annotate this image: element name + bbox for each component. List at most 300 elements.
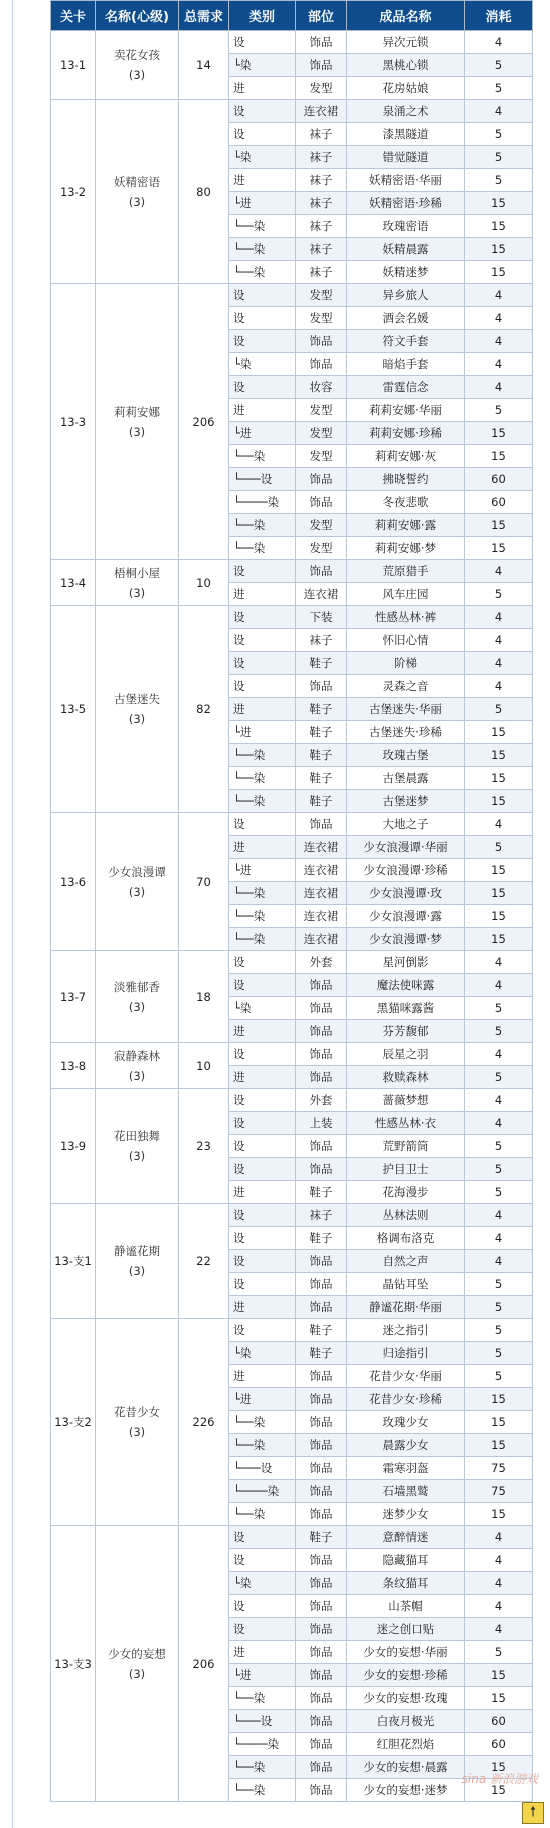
cost-cell: 4: [465, 813, 533, 836]
stage-hearts: (3): [128, 1068, 146, 1083]
stage-hearts: (3): [128, 1425, 146, 1439]
stage-name-cell: [96, 1319, 179, 1526]
product-name-cell: 花海漫步: [347, 1181, 465, 1204]
slot-cell: 连衣裙: [296, 928, 347, 951]
product-name-cell: 少女的妄想·迷梦: [347, 1779, 465, 1802]
product-name-cell: 红胆花烈焰: [347, 1733, 465, 1756]
product-name-cell: 迷之指引: [347, 1319, 465, 1342]
stage-name: 少女的妄想: [108, 1646, 166, 1661]
product-name-cell: 黑桃心锁: [347, 54, 465, 77]
cost-cell: 5: [465, 1296, 533, 1319]
product-name-cell: 条纹猫耳: [347, 1572, 465, 1595]
cost-cell: 4: [465, 284, 533, 307]
category-cell: 设: [229, 606, 296, 629]
level-materials-table: [50, 0, 533, 1802]
product-name-cell: 古堡迷失·珍稀: [347, 721, 465, 744]
slot-cell: 连衣裙: [296, 882, 347, 905]
product-name-cell: 归途指引: [347, 1342, 465, 1365]
total-need-cell: 14: [179, 31, 229, 100]
product-name-cell: 救赎森林: [347, 1066, 465, 1089]
arrow-up-icon: 🠕: [529, 1804, 536, 1820]
slot-cell: 袜子: [296, 238, 347, 261]
cost-cell: 4: [465, 376, 533, 399]
product-name-cell: 拂晓誓约: [347, 468, 465, 491]
stage-name-cell: [96, 606, 179, 813]
product-name-cell: 迷梦少女: [347, 1503, 465, 1526]
cost-cell: 5: [465, 1181, 533, 1204]
stage-name: 古堡迷失: [114, 692, 160, 706]
cost-cell: 15: [465, 790, 533, 813]
cost-cell: 4: [465, 330, 533, 353]
slot-cell: 外套: [296, 951, 347, 974]
category-cell: 设: [229, 1250, 296, 1273]
slot-cell: 饰品: [296, 1710, 347, 1733]
cost-cell: 5: [465, 1273, 533, 1296]
cost-cell: 15: [465, 744, 533, 767]
slot-cell: 饰品: [296, 1066, 347, 1089]
slot-cell: 鞋子: [296, 721, 347, 744]
level-cell: 13-4: [51, 560, 96, 606]
category-cell: └染: [229, 1572, 296, 1595]
product-name-cell: 少女浪漫谭·露: [347, 905, 465, 928]
slot-cell: 饰品: [296, 997, 347, 1020]
slot-cell: 鞋子: [296, 1319, 347, 1342]
stage-hearts: (3): [128, 884, 146, 899]
cost-cell: 15: [465, 905, 533, 928]
slot-cell: 鞋子: [296, 1342, 347, 1365]
slot-cell: 发型: [296, 445, 347, 468]
product-name-cell: 灵森之音: [347, 675, 465, 698]
slot-cell: 鞋子: [296, 1181, 347, 1204]
slot-cell: 饰品: [296, 1020, 347, 1043]
product-name-cell: 古堡晨露: [347, 767, 465, 790]
slot-cell: 鞋子: [296, 1227, 347, 1250]
slot-cell: 饰品: [296, 1388, 347, 1411]
stage-name-cell: [96, 1204, 179, 1319]
category-cell: 进: [229, 77, 296, 100]
slot-cell: 连衣裙: [296, 836, 347, 859]
category-cell: └───设: [229, 468, 296, 491]
slot-cell: 鞋子: [296, 790, 347, 813]
category-cell: 进: [229, 1365, 296, 1388]
level-cell: 13-支2: [51, 1319, 96, 1526]
cost-cell: 4: [465, 100, 533, 123]
col-header-cost: 消耗: [465, 1, 533, 31]
cost-cell: 4: [465, 1204, 533, 1227]
category-cell: └────染: [229, 1733, 296, 1756]
cost-cell: 15: [465, 882, 533, 905]
slot-cell: 鞋子: [296, 767, 347, 790]
stage-hearts: (3): [128, 712, 146, 726]
product-name-cell: 性感丛林·衣: [347, 1112, 465, 1135]
cost-cell: 5: [465, 169, 533, 192]
cost-cell: 4: [465, 606, 533, 629]
cost-cell: 15: [465, 859, 533, 882]
product-name-cell: 隐藏猫耳: [347, 1549, 465, 1572]
total-need-cell: 80: [179, 100, 229, 284]
cost-cell: 4: [465, 1595, 533, 1618]
category-cell: └──染: [229, 1779, 296, 1802]
table-row: [51, 100, 533, 123]
category-cell: 设: [229, 1158, 296, 1181]
product-name-cell: 玫瑰密语: [347, 215, 465, 238]
category-cell: 设: [229, 974, 296, 997]
category-cell: └进: [229, 721, 296, 744]
slot-cell: 连衣裙: [296, 859, 347, 882]
product-name-cell: 少女浪漫谭·华丽: [347, 836, 465, 859]
cost-cell: 5: [465, 1342, 533, 1365]
category-cell: └染: [229, 146, 296, 169]
category-cell: └──染: [229, 514, 296, 537]
category-cell: └──染: [229, 537, 296, 560]
product-name-cell: 雷霆信念: [347, 376, 465, 399]
total-need-cell: 226: [179, 1319, 229, 1526]
product-name-cell: 少女的妄想·珍稀: [347, 1664, 465, 1687]
category-cell: 进: [229, 1020, 296, 1043]
category-cell: └──染: [229, 767, 296, 790]
stage-name: 花昔少女: [114, 1405, 160, 1419]
slot-cell: 外套: [296, 1089, 347, 1112]
slot-cell: 饰品: [296, 974, 347, 997]
slot-cell: 饰品: [296, 1664, 347, 1687]
category-cell: └──染: [229, 238, 296, 261]
cost-cell: 4: [465, 560, 533, 583]
slot-cell: 饰品: [296, 468, 347, 491]
stage-name-cell: [96, 560, 179, 606]
category-cell: 设: [229, 123, 296, 146]
product-name-cell: 异乡旅人: [347, 284, 465, 307]
cost-cell: 4: [465, 1250, 533, 1273]
level-cell: 13-8: [51, 1043, 96, 1089]
total-need-cell: 18: [179, 951, 229, 1043]
cost-cell: 60: [465, 468, 533, 491]
cost-cell: 15: [465, 1411, 533, 1434]
stage-name: 静谧花期: [114, 1244, 160, 1258]
product-name-cell: 玫瑰古堡: [347, 744, 465, 767]
category-cell: └──染: [229, 744, 296, 767]
category-cell: └────染: [229, 491, 296, 514]
stage-name: 寂静森林: [114, 1048, 160, 1063]
cost-cell: 15: [465, 1388, 533, 1411]
slot-cell: 饰品: [296, 1158, 347, 1181]
category-cell: 进: [229, 1296, 296, 1319]
stage-hearts: (3): [128, 424, 146, 439]
cost-cell: 5: [465, 836, 533, 859]
category-cell: 设: [229, 376, 296, 399]
cost-cell: 5: [465, 1135, 533, 1158]
level-cell: 13-支1: [51, 1204, 96, 1319]
cost-cell: 15: [465, 514, 533, 537]
slot-cell: 发型: [296, 284, 347, 307]
stage-name-cell: [96, 284, 179, 560]
slot-cell: 饰品: [296, 31, 347, 54]
total-need-cell: 22: [179, 1204, 229, 1319]
product-name-cell: 静谧花期·华丽: [347, 1296, 465, 1319]
cost-cell: 15: [465, 928, 533, 951]
product-name-cell: 荒原猎手: [347, 560, 465, 583]
category-cell: └染: [229, 997, 296, 1020]
product-name-cell: 酒会名媛: [347, 307, 465, 330]
slot-cell: 饰品: [296, 1572, 347, 1595]
category-cell: └──染: [229, 1434, 296, 1457]
product-name-cell: 护目卫士: [347, 1158, 465, 1181]
product-name-cell: 格调布洛克: [347, 1227, 465, 1250]
stage-hearts: (3): [128, 999, 146, 1014]
category-cell: └──染: [229, 261, 296, 284]
product-name-cell: 自然之声: [347, 1250, 465, 1273]
product-name-cell: 少女浪漫谭·玫: [347, 882, 465, 905]
cost-cell: 5: [465, 1066, 533, 1089]
cost-cell: 15: [465, 1687, 533, 1710]
product-name-cell: 古堡迷梦: [347, 790, 465, 813]
slot-cell: 饰品: [296, 1503, 347, 1526]
product-name-cell: 黑猫咪露酱: [347, 997, 465, 1020]
category-cell: 设: [229, 1043, 296, 1066]
stage-name: 莉莉安娜: [114, 404, 160, 419]
slot-cell: 鞋子: [296, 698, 347, 721]
product-name-cell: 莉莉安娜·华丽: [347, 399, 465, 422]
product-name-cell: 意醉情迷: [347, 1526, 465, 1549]
product-name-cell: 异次元锁: [347, 31, 465, 54]
product-name-cell: 暗焰手套: [347, 353, 465, 376]
stage-hearts: (3): [128, 1666, 146, 1681]
category-cell: └───设: [229, 1710, 296, 1733]
product-name-cell: 荒野箭筒: [347, 1135, 465, 1158]
cost-cell: 4: [465, 1089, 533, 1112]
category-cell: └染: [229, 1342, 296, 1365]
product-name-cell: 莉莉安娜·灰: [347, 445, 465, 468]
slot-cell: 鞋子: [296, 744, 347, 767]
cost-cell: 4: [465, 629, 533, 652]
table-row: [51, 1043, 533, 1066]
table-row: [51, 1319, 533, 1342]
category-cell: 设: [229, 813, 296, 836]
product-name-cell: 泉涌之术: [347, 100, 465, 123]
level-cell: 13-5: [51, 606, 96, 813]
category-cell: └──染: [229, 215, 296, 238]
cost-cell: 5: [465, 399, 533, 422]
slot-cell: 发型: [296, 399, 347, 422]
category-cell: └──染: [229, 882, 296, 905]
cost-cell: 4: [465, 1526, 533, 1549]
slot-cell: 袜子: [296, 146, 347, 169]
table-body: [51, 31, 533, 1802]
category-cell: 设: [229, 1319, 296, 1342]
stage-name-cell: [96, 1089, 179, 1204]
slot-cell: 妆容: [296, 376, 347, 399]
table-row: [51, 1204, 533, 1227]
product-name-cell: 怀旧心情: [347, 629, 465, 652]
slot-cell: 发型: [296, 537, 347, 560]
slot-cell: 饰品: [296, 1733, 347, 1756]
slot-cell: 袜子: [296, 261, 347, 284]
cost-cell: 5: [465, 698, 533, 721]
product-name-cell: 莉莉安娜·珍稀: [347, 422, 465, 445]
guide-table-frame: [50, 0, 532, 1828]
product-name-cell: 性感丛林·裤: [347, 606, 465, 629]
product-name-cell: 大地之子: [347, 813, 465, 836]
cost-cell: 75: [465, 1480, 533, 1503]
product-name-cell: 莉莉安娜·梦: [347, 537, 465, 560]
slot-cell: 饰品: [296, 1273, 347, 1296]
product-name-cell: 白夜月极光: [347, 1710, 465, 1733]
category-cell: └进: [229, 192, 296, 215]
total-need-cell: 70: [179, 813, 229, 951]
slot-cell: 袜子: [296, 192, 347, 215]
stage-name: 卖花女孩: [114, 48, 160, 62]
slot-cell: 袜子: [296, 169, 347, 192]
category-cell: └──染: [229, 905, 296, 928]
category-cell: └进: [229, 1388, 296, 1411]
level-cell: 13-2: [51, 100, 96, 284]
product-name-cell: 霜寒羽盔: [347, 1457, 465, 1480]
cost-cell: 15: [465, 422, 533, 445]
category-cell: 进: [229, 698, 296, 721]
category-cell: 设: [229, 1549, 296, 1572]
product-name-cell: 少女的妄想·晨露: [347, 1756, 465, 1779]
category-cell: └────染: [229, 1480, 296, 1503]
cost-cell: 5: [465, 1158, 533, 1181]
cost-cell: 5: [465, 1365, 533, 1388]
cost-cell: 15: [465, 192, 533, 215]
cost-cell: 15: [465, 261, 533, 284]
product-name-cell: 花昔少女·珍稀: [347, 1388, 465, 1411]
total-need-cell: 10: [179, 1043, 229, 1089]
cost-cell: 4: [465, 1043, 533, 1066]
cost-cell: 60: [465, 491, 533, 514]
slot-cell: 发型: [296, 422, 347, 445]
cost-cell: 4: [465, 951, 533, 974]
total-need-cell: 206: [179, 284, 229, 560]
stage-hearts: (3): [128, 194, 146, 209]
product-name-cell: 丛林法则: [347, 1204, 465, 1227]
stage-name: 淡雅郁香: [114, 979, 160, 994]
col-header-name: 名称(心级): [96, 1, 179, 31]
slot-cell: 发型: [296, 307, 347, 330]
cost-cell: 4: [465, 1549, 533, 1572]
category-cell: └──染: [229, 928, 296, 951]
scroll-to-top-button[interactable]: [522, 1802, 544, 1824]
col-header-total: 总需求: [179, 1, 229, 31]
slot-cell: 饰品: [296, 1250, 347, 1273]
category-cell: 设: [229, 100, 296, 123]
category-cell: └──染: [229, 1411, 296, 1434]
cost-cell: 75: [465, 1457, 533, 1480]
cost-cell: 5: [465, 123, 533, 146]
slot-cell: 饰品: [296, 1365, 347, 1388]
slot-cell: 饰品: [296, 1779, 347, 1802]
stage-hearts: (3): [128, 585, 146, 600]
stage-name: 梧桐小屋: [114, 565, 160, 580]
slot-cell: 饰品: [296, 353, 347, 376]
product-name-cell: 符文手套: [347, 330, 465, 353]
stage-name: 妖精密语: [114, 174, 160, 189]
product-name-cell: 辰星之羽: [347, 1043, 465, 1066]
table-row: [51, 1089, 533, 1112]
slot-cell: 饰品: [296, 330, 347, 353]
level-cell: 13-7: [51, 951, 96, 1043]
product-name-cell: 少女的妄想·玫瑰: [347, 1687, 465, 1710]
product-name-cell: 蔷薇梦想: [347, 1089, 465, 1112]
category-cell: 设: [229, 951, 296, 974]
product-name-cell: 妖精晨露: [347, 238, 465, 261]
category-cell: 设: [229, 675, 296, 698]
category-cell: 进: [229, 583, 296, 606]
slot-cell: 饰品: [296, 1043, 347, 1066]
cost-cell: 60: [465, 1733, 533, 1756]
table-row: [51, 560, 533, 583]
col-header-level: 关卡: [51, 1, 96, 31]
category-cell: 设: [229, 1618, 296, 1641]
total-need-cell: 82: [179, 606, 229, 813]
stage-name-cell: [96, 1526, 179, 1802]
category-cell: └───设: [229, 1457, 296, 1480]
product-name-cell: 石墙黑鹫: [347, 1480, 465, 1503]
cost-cell: 15: [465, 445, 533, 468]
col-header-slot: 部位: [296, 1, 347, 31]
category-cell: 进: [229, 169, 296, 192]
category-cell: 设: [229, 1135, 296, 1158]
total-need-cell: 10: [179, 560, 229, 606]
cost-cell: 4: [465, 1618, 533, 1641]
product-name-cell: 妖精密语·华丽: [347, 169, 465, 192]
category-cell: 设: [229, 652, 296, 675]
level-cell: 13-支3: [51, 1526, 96, 1802]
product-name-cell: 少女浪漫谭·梦: [347, 928, 465, 951]
product-name-cell: 山茶帽: [347, 1595, 465, 1618]
cost-cell: 4: [465, 1112, 533, 1135]
product-name-cell: 晶钻耳坠: [347, 1273, 465, 1296]
slot-cell: 袜子: [296, 215, 347, 238]
cost-cell: 5: [465, 1020, 533, 1043]
slot-cell: 饰品: [296, 54, 347, 77]
slot-cell: 鞋子: [296, 652, 347, 675]
category-cell: └──染: [229, 1687, 296, 1710]
cost-cell: 60: [465, 1710, 533, 1733]
level-cell: 13-9: [51, 1089, 96, 1204]
product-name-cell: 花昔少女·华丽: [347, 1365, 465, 1388]
cost-cell: 5: [465, 146, 533, 169]
category-cell: 设: [229, 1089, 296, 1112]
total-need-cell: 206: [179, 1526, 229, 1802]
cost-cell: 4: [465, 675, 533, 698]
slot-cell: 袜子: [296, 1204, 347, 1227]
category-cell: 进: [229, 399, 296, 422]
cost-cell: 5: [465, 1319, 533, 1342]
slot-cell: 袜子: [296, 629, 347, 652]
product-name-cell: 漆黑隧道: [347, 123, 465, 146]
table-row: [51, 951, 533, 974]
product-name-cell: 阶梯: [347, 652, 465, 675]
category-cell: 设: [229, 31, 296, 54]
product-name-cell: 莉莉安娜·露: [347, 514, 465, 537]
col-header-product: 成品名称: [347, 1, 465, 31]
category-cell: 设: [229, 1204, 296, 1227]
category-cell: 设: [229, 560, 296, 583]
category-cell: 设: [229, 1526, 296, 1549]
slot-cell: 饰品: [296, 813, 347, 836]
category-cell: └──染: [229, 445, 296, 468]
product-name-cell: 花房姑娘: [347, 77, 465, 100]
category-cell: 设: [229, 284, 296, 307]
slot-cell: 饰品: [296, 1549, 347, 1572]
slot-cell: 连衣裙: [296, 583, 347, 606]
cost-cell: 5: [465, 77, 533, 100]
cost-cell: 4: [465, 31, 533, 54]
product-name-cell: 冬夜悲歌: [347, 491, 465, 514]
cost-cell: 15: [465, 537, 533, 560]
cost-cell: 15: [465, 1434, 533, 1457]
